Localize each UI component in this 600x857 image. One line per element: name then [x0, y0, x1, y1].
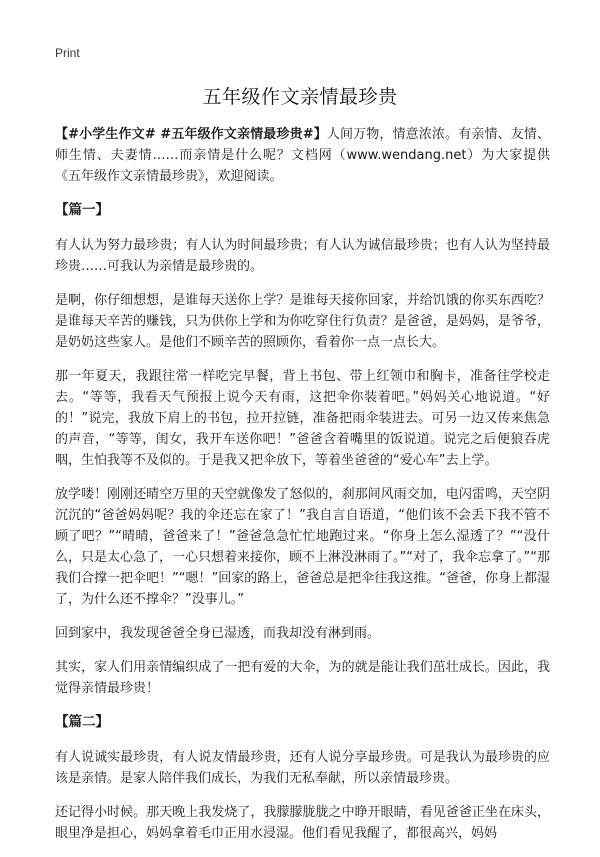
paragraph: 放学喽！刚刚还晴空万里的天空就像发了怒似的，刹那间风雨交加，电闪雷鸣，天空阴沉沉的“爸爸妈妈呢？我的伞还忘在家了！”我自言自语道，“他们该不会丢下我不管不顾了吧？”“晴晴，爸爸来了！”爸爸急急忙忙地跑过来。“你身上怎么湿透了？”“没什么，只是太心急了，一心只想着来接你，顾不上淋没淋雨了。”“对了，我伞忘拿了。”“那我们合撑一把伞吧！”“嗯！”回家的路上，爸爸总是把伞往我这推。“爸爸，你身上都湿了，为什么还不撑伞？”没事儿。” [55, 487, 550, 607]
paragraph: 还记得小时候。那天晚上我发烧了，我朦朦胧胧之中睁开眼睛，看见爸爸正坐在床头，眼里净是担心，妈妈拿着毛巾正用水浸湿。他们看见我醒了，都很高兴，妈妈 [55, 805, 550, 841]
intro-tags: 【#小学生作文# #五年级作文亲情最珍贵#】 [55, 127, 327, 142]
paragraph: 有人认为努力最珍贵；有人认为时间最珍贵；有人认为诚信最珍贵；也有人认为坚持最珍贵……可我认为亲情是最珍贵的。 [55, 238, 550, 274]
intro-text: 人间万物，情意浓浓。有亲情、友情、师生情、夫妻情……而亲情是什么呢？文档网（www.wendang.net）为大家提供《五年级作文亲情最珍贵》，欢迎阅读。 [55, 127, 550, 184]
section-heading-1: 【篇一】 [55, 202, 109, 218]
intro-paragraph [55, 124, 550, 187]
paragraph: 其实，家人们用亲情编织成了一把有爱的大伞，为的就是能让我们茁壮成长。因此，我觉得亲情最珍贵！ [55, 660, 550, 696]
page-title: 五年级作文亲情最珍贵 [202, 86, 398, 108]
section-heading-2: 【篇二】 [55, 714, 109, 730]
article-body [55, 124, 550, 857]
paragraph: 有人说诚实最珍贵，有人说友情最珍贵，还有人说分享最珍贵。可是我认为最珍贵的应该是亲情。是家人陪伴我们成长，为我们无私奉献，所以亲情最珍贵。 [55, 750, 550, 786]
print-link[interactable]: Print [55, 46, 80, 60]
paragraph: 回到家中，我发现爸爸全身已湿透，而我却没有淋到雨。 [55, 626, 381, 641]
paragraph: 是啊，你仔细想想，是谁每天送你上学？是谁每天接你回家，并给饥饿的你买东西吃？是谁每天辛苦的赚钱，只为供你上学和为你吃穿住行负责？是爸爸，是妈妈，是爷爷，是奶奶这些家人。是他们不顾辛苦的照顾你，看着你一点一点长大。 [55, 293, 550, 350]
paragraph: 那一年夏天，我跟往常一样吃完早餐，背上书包、带上红领巾和胸卡，准备往学校走去。“等等，我看天气预报上说今天有雨，这把伞你装着吧。”妈妈关心地说道。“好的！”说完，我放下肩上的书包，拉开拉链，准备把雨伞装进去。可另一边又传来焦急的声音，“等等，闺女，我开车送你吧！”爸爸含着嘴里的饭说道。说完之后便狼吞虎咽，生怕我等不及似的。于是我又把伞放下，等着坐爸爸的“爱心车”去上学。 [55, 369, 550, 468]
